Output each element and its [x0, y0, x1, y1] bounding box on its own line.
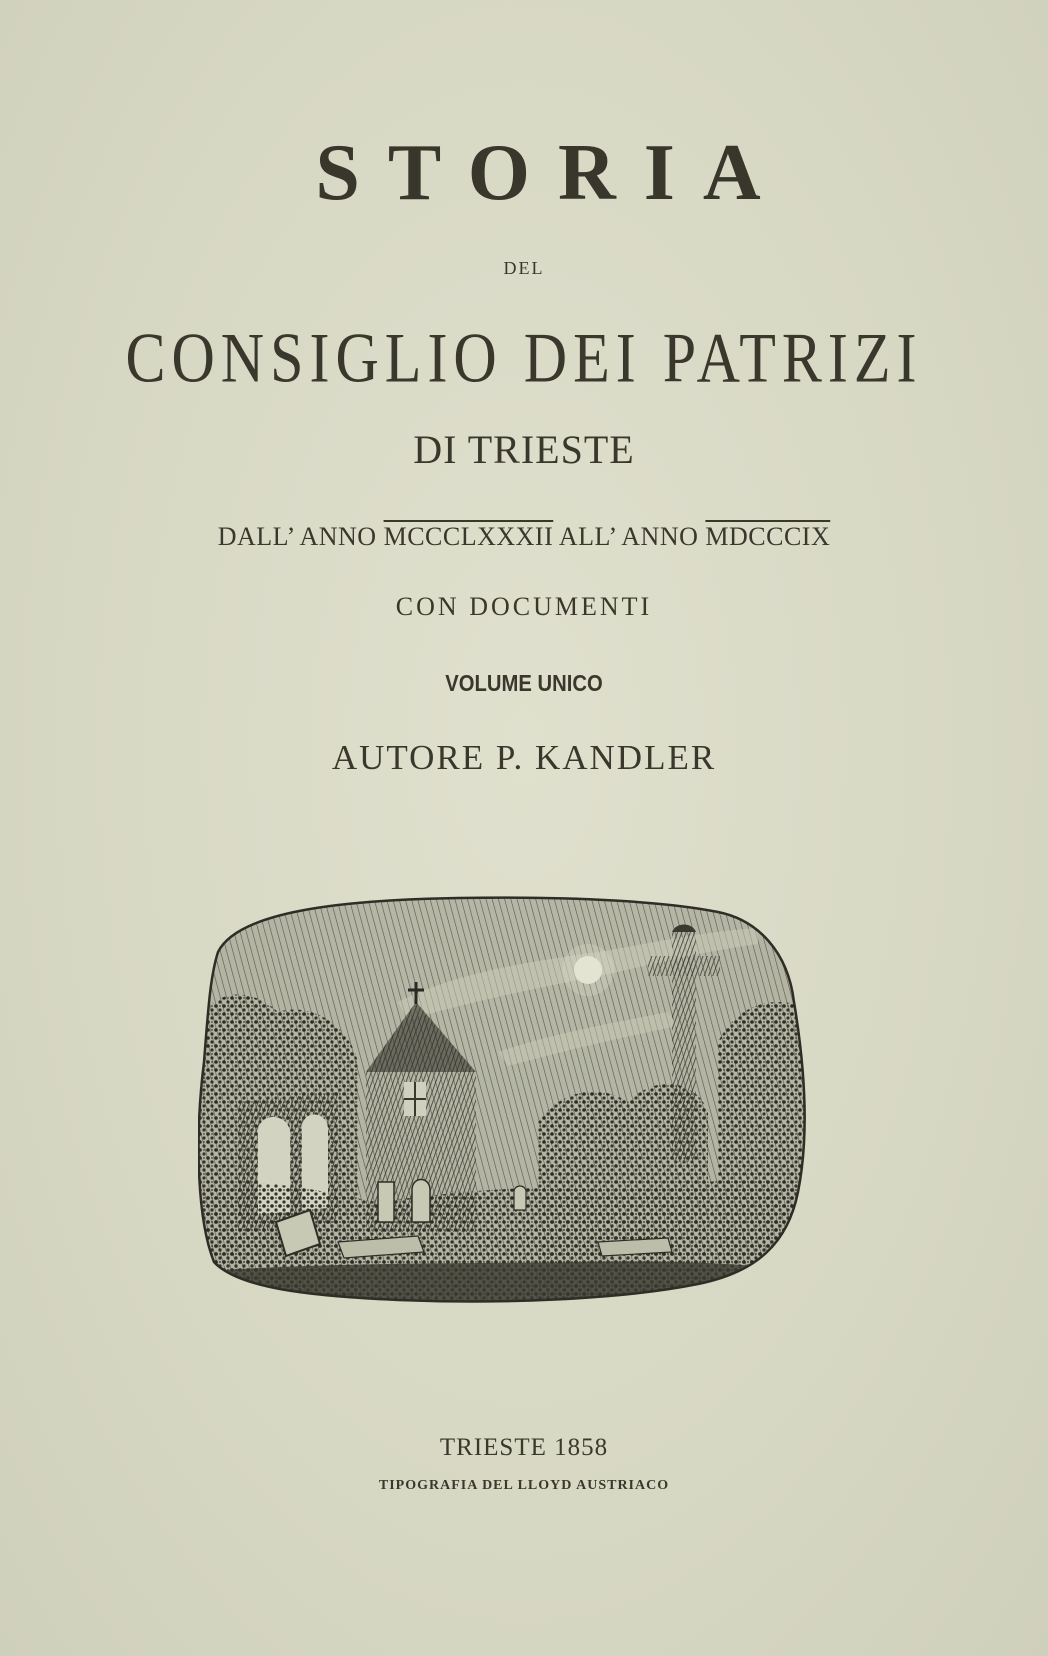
imprint-city-year: TRIESTE 1858	[439, 1434, 609, 1461]
book-subtitle: CONSIGLIO DEI PATRIZI	[125, 319, 923, 398]
date-range-line	[0, 522, 1048, 552]
date-range-to-year: MDCCCIX	[705, 522, 831, 551]
imprint-printer: TIPOGRAFIA DEL LLOYD AUSTRIACO	[378, 1478, 670, 1493]
date-range-from-year: MCCCLXXXII	[383, 522, 554, 551]
date-range-from-prefix: DALL’ ANNO	[217, 522, 377, 551]
churchyard-vignette	[198, 892, 814, 1312]
author-line: AUTORE P. KANDLER	[331, 738, 717, 777]
place-line: DI TRIESTE	[413, 427, 635, 472]
book-title: STORIA	[315, 129, 789, 217]
title-connector: DEL	[503, 258, 545, 278]
volume-line: VOLUME UNICO	[445, 670, 603, 696]
documents-line: CON DOCUMENTI	[395, 592, 653, 621]
date-range-to-prefix: ALL’ ANNO	[558, 522, 699, 551]
